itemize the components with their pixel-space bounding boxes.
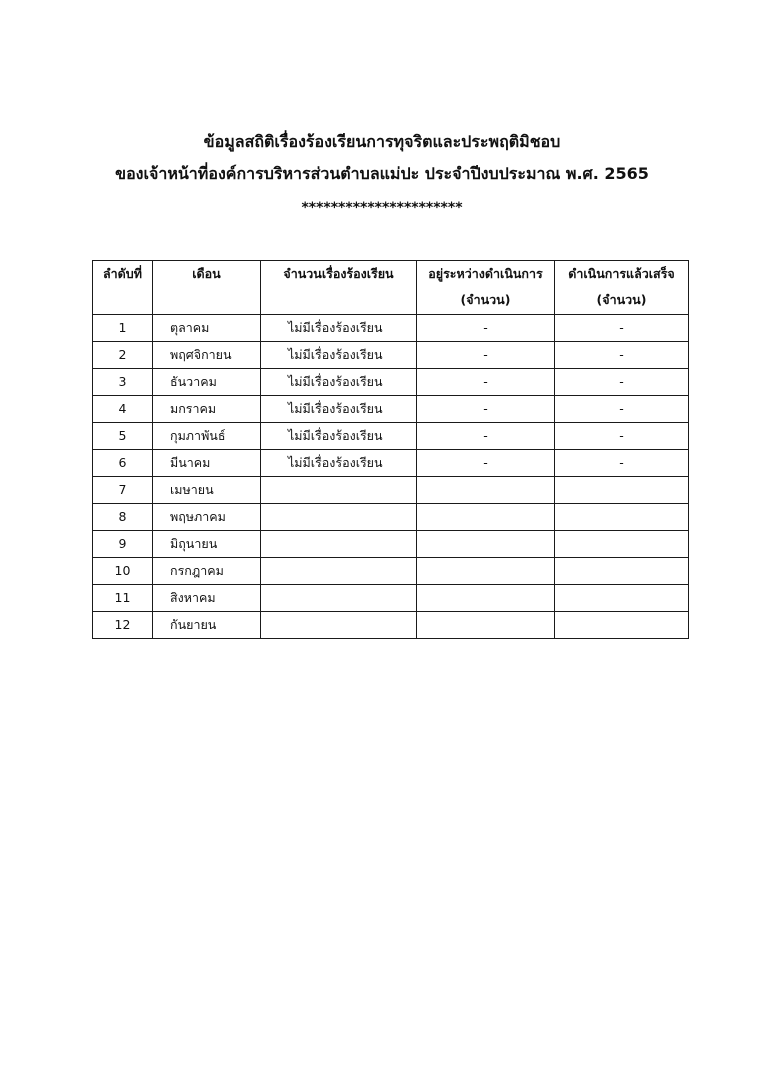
table-row — [93, 450, 689, 477]
table-row — [93, 585, 689, 612]
cell-complaints: ไม่มีเรื่องร้องเรียน — [261, 396, 417, 423]
table-row — [93, 315, 689, 342]
cell-in-progress — [417, 504, 555, 531]
cell-completed: - — [555, 396, 689, 423]
header-in-progress-label: อยู่ระหว่างดำเนินการ — [428, 266, 543, 281]
cell-completed: - — [555, 450, 689, 477]
cell-month: มิถุนายน — [153, 531, 261, 558]
cell-no: 10 — [93, 558, 153, 585]
cell-no: 11 — [93, 585, 153, 612]
cell-complaints — [261, 477, 417, 504]
cell-completed: - — [555, 342, 689, 369]
cell-completed — [555, 612, 689, 639]
header-in-progress — [417, 261, 555, 315]
cell-complaints: ไม่มีเรื่องร้องเรียน — [261, 450, 417, 477]
cell-no: 4 — [93, 396, 153, 423]
cell-completed — [555, 504, 689, 531]
header-completed-label: ดำเนินการแล้วเสร็จ — [568, 266, 675, 281]
cell-complaints: ไม่มีเรื่องร้องเรียน — [261, 369, 417, 396]
header-complaint-count: จำนวนเรื่องร้องเรียน — [261, 261, 417, 315]
cell-no: 5 — [93, 423, 153, 450]
cell-in-progress: - — [417, 396, 555, 423]
cell-completed: - — [555, 315, 689, 342]
cell-completed — [555, 531, 689, 558]
cell-no: 8 — [93, 504, 153, 531]
asterisk-separator: ********************** — [301, 200, 463, 216]
complaint-statistics-table — [92, 260, 689, 639]
table-row — [93, 531, 689, 558]
table-row — [93, 396, 689, 423]
cell-in-progress: - — [417, 450, 555, 477]
cell-month: กันยายน — [153, 612, 261, 639]
table-row — [93, 504, 689, 531]
cell-month: ตุลาคม — [153, 315, 261, 342]
cell-no: 7 — [93, 477, 153, 504]
table-row — [93, 342, 689, 369]
cell-in-progress: - — [417, 423, 555, 450]
cell-complaints: ไม่มีเรื่องร้องเรียน — [261, 315, 417, 342]
cell-complaints — [261, 612, 417, 639]
cell-month: มกราคม — [153, 396, 261, 423]
cell-complaints — [261, 585, 417, 612]
cell-no: 3 — [93, 369, 153, 396]
cell-completed — [555, 585, 689, 612]
header-in-progress-unit: (จำนวน) — [460, 292, 511, 307]
cell-completed: - — [555, 423, 689, 450]
cell-no: 2 — [93, 342, 153, 369]
cell-month: พฤษภาคม — [153, 504, 261, 531]
table-row — [93, 558, 689, 585]
cell-complaints — [261, 531, 417, 558]
cell-month: สิงหาคม — [153, 585, 261, 612]
cell-month: พฤศจิกายน — [153, 342, 261, 369]
cell-completed: - — [555, 369, 689, 396]
cell-no: 1 — [93, 315, 153, 342]
cell-in-progress — [417, 585, 555, 612]
header-no: ลำดับที่ — [93, 261, 153, 315]
document-title: ข้อมูลสถิติเรื่องร้องเรียนการทุจริตและประพฤติมิชอบ — [203, 132, 561, 151]
cell-in-progress: - — [417, 369, 555, 396]
table-row — [93, 369, 689, 396]
cell-month: มีนาคม — [153, 450, 261, 477]
header-completed — [555, 261, 689, 315]
cell-complaints — [261, 504, 417, 531]
cell-month: กุมภาพันธ์ — [153, 423, 261, 450]
cell-month: ธันวาคม — [153, 369, 261, 396]
table-row — [93, 423, 689, 450]
cell-completed — [555, 477, 689, 504]
cell-no: 12 — [93, 612, 153, 639]
cell-complaints: ไม่มีเรื่องร้องเรียน — [261, 342, 417, 369]
table-row — [93, 477, 689, 504]
cell-in-progress: - — [417, 342, 555, 369]
cell-month: เมษายน — [153, 477, 261, 504]
cell-in-progress — [417, 612, 555, 639]
cell-complaints — [261, 558, 417, 585]
cell-completed — [555, 558, 689, 585]
cell-month: กรกฎาคม — [153, 558, 261, 585]
cell-in-progress — [417, 531, 555, 558]
cell-in-progress — [417, 558, 555, 585]
cell-no: 9 — [93, 531, 153, 558]
document-subtitle: ของเจ้าหน้าที่องค์การบริหารส่วนตำบลแม่ปะ ประจำปีงบประมาณ พ.ศ. 2565 — [115, 164, 649, 183]
header-month: เดือน — [153, 261, 261, 315]
cell-in-progress — [417, 477, 555, 504]
table-header-row — [93, 261, 689, 315]
cell-in-progress: - — [417, 315, 555, 342]
header-completed-unit: (จำนวน) — [596, 292, 647, 307]
table-row — [93, 612, 689, 639]
cell-no: 6 — [93, 450, 153, 477]
cell-complaints: ไม่มีเรื่องร้องเรียน — [261, 423, 417, 450]
